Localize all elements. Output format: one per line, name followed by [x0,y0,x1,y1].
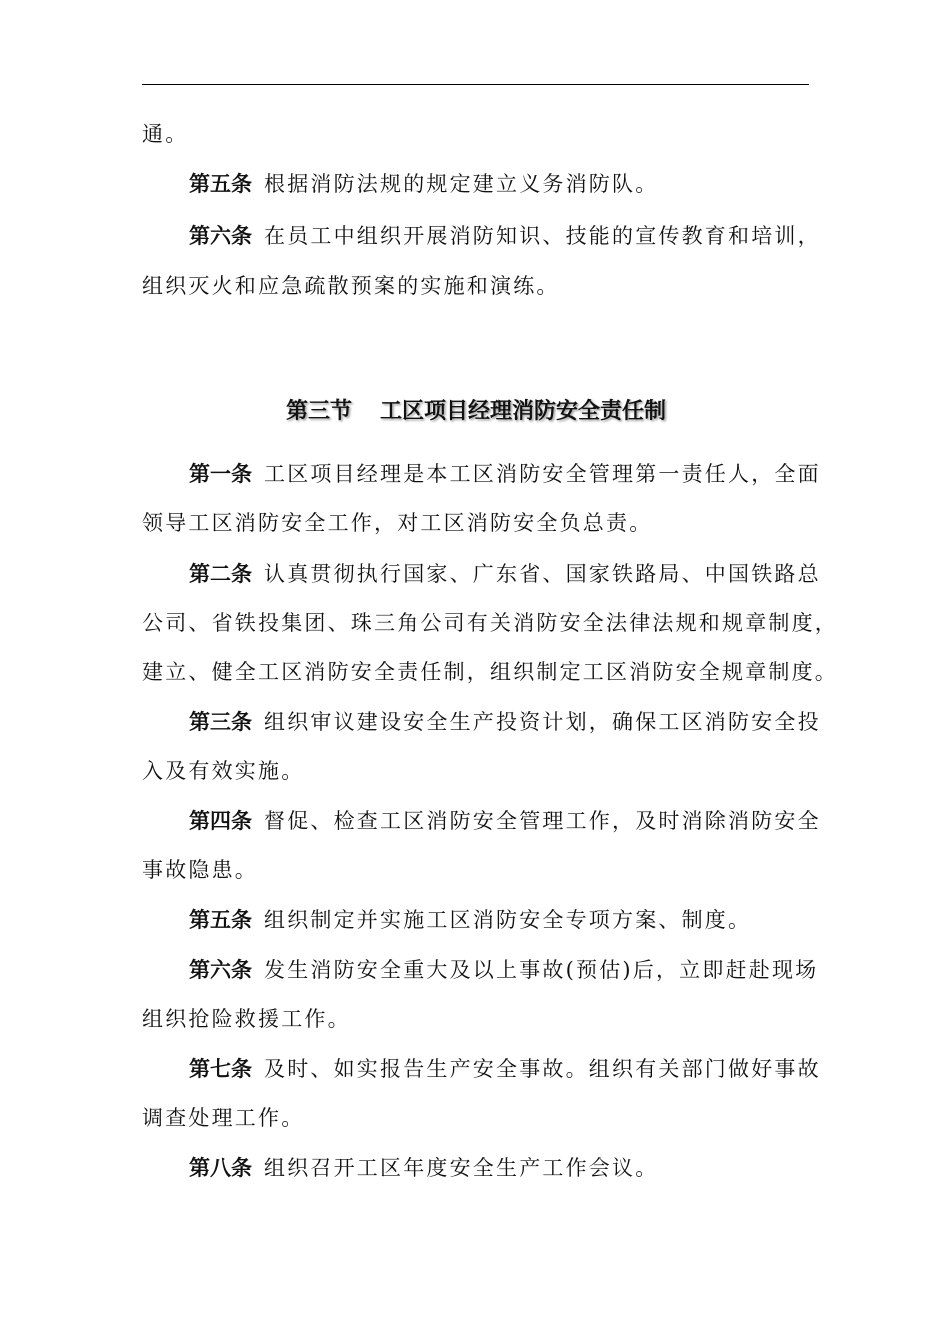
article-5 [142,895,810,945]
article-6 [142,945,819,995]
article-text: 督促、检查工区消防安全管理工作，及时消除消防安全 [264,809,821,833]
continuation-line: 通。 [142,122,189,146]
article-p1-6-cont: 组织灭火和应急疏散预案的实施和演练。 [142,274,560,298]
article-text: 组织召开工区年度安全生产工作会议。 [264,1156,659,1180]
article-1 [142,449,821,499]
article-label: 第五条 [189,908,252,932]
article-text: 组织制定并实施工区消防安全专项方案、制度。 [264,908,752,932]
article-label: 第三条 [189,710,252,734]
article-text: 根据消防法规的规定建立义务消防队。 [264,172,659,196]
article-2-cont: 建立、健全工区消防安全责任制，组织制定工区消防安全规章制度。 [142,660,838,684]
article-p1-6 [142,211,821,261]
article-label: 第二条 [189,562,252,586]
article-3-cont: 入及有效实施。 [142,759,305,783]
article-2 [142,549,821,599]
section-title-text: 工区项目经理消防安全责任制 [380,399,667,424]
article-4 [142,796,821,846]
article-label: 第八条 [189,1156,252,1180]
article-text: 在员工中组织开展消防知识、技能的宣传教育和培训， [264,224,821,248]
article-7-cont: 调查处理工作。 [142,1106,305,1130]
article-text: 组织审议建设安全生产投资计划，确保工区消防安全投 [264,710,821,734]
article-label: 第五条 [189,172,252,196]
article-8 [142,1143,810,1193]
section-number: 第三节 [285,399,352,424]
article-label: 第六条 [189,958,252,982]
article-4-cont: 事故隐患。 [142,858,258,882]
article-label: 第六条 [189,224,252,248]
article-label: 第四条 [189,809,252,833]
article-text: 工区项目经理是本工区消防安全管理第一责任人，全面 [264,462,821,486]
header-rule [142,84,809,85]
article-2-cont: 公司、省铁投集团、珠三角公司有关消防安全法律法规和规章制度， [142,611,838,635]
article-6-cont: 组织抢险救援工作。 [142,1007,351,1031]
article-7 [142,1044,821,1094]
article-label: 第七条 [189,1057,252,1081]
section-heading [142,392,810,432]
article-p1-5 [142,159,810,209]
article-1-cont: 领导工区消防安全工作，对工区消防安全负总责。 [142,511,653,535]
article-text: 及时、如实报告生产安全事故。组织有关部门做好事故 [264,1057,821,1081]
article-text: 发生消防安全重大及以上事故(预估)后，立即赶赴现场 [264,958,819,982]
article-3 [142,697,821,747]
article-text: 认真贯彻执行国家、广东省、国家铁路局、中国铁路总 [264,562,821,586]
article-label: 第一条 [189,462,252,486]
